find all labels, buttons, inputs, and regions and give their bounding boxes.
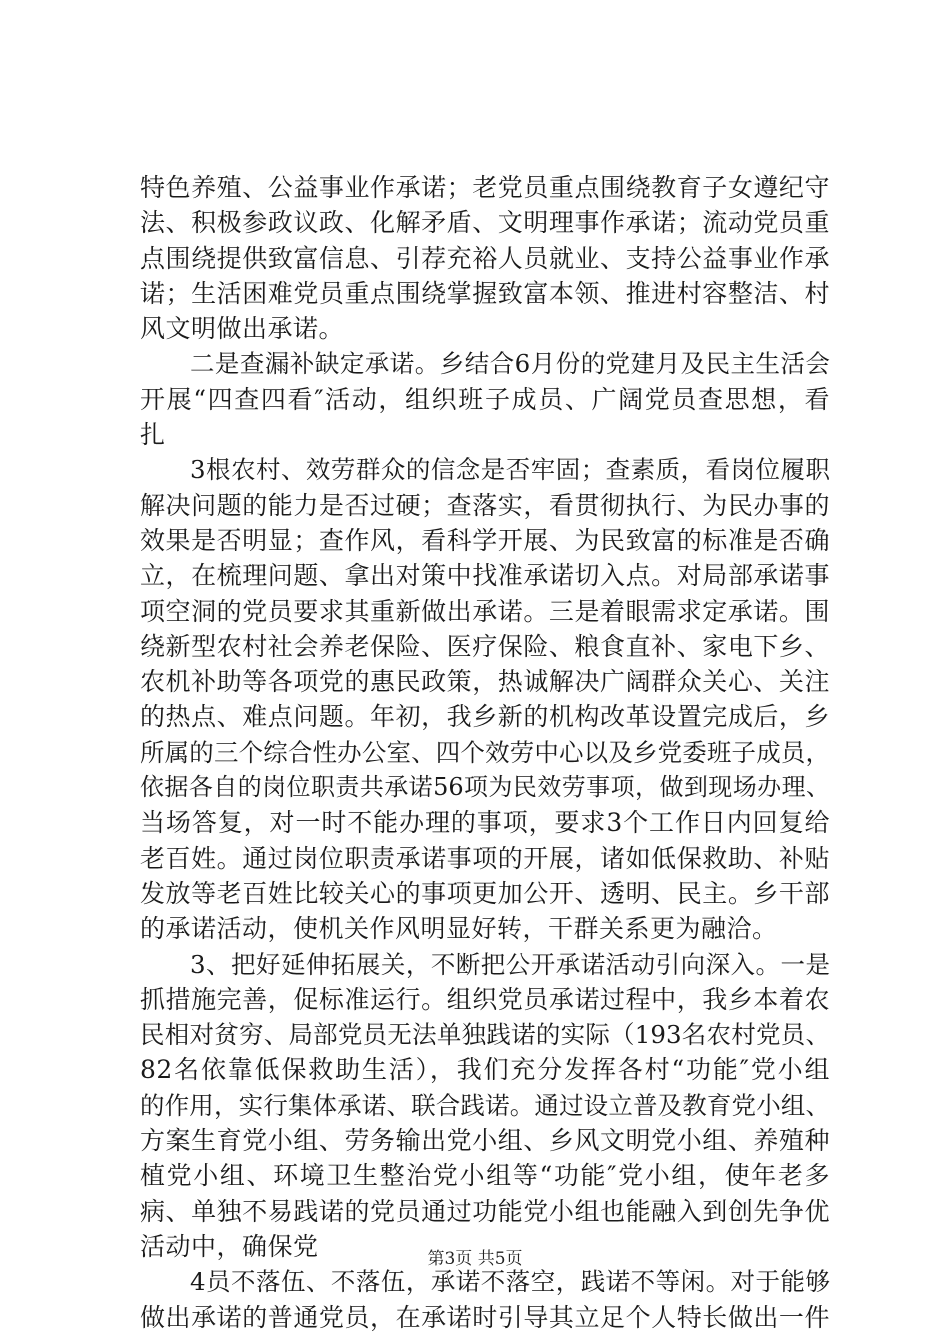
text-line: 诺；生活困难党员重点围绕掌握致富本领、推进村容整洁、村 [140, 278, 830, 308]
text-line: 3、把好延伸拓展关，不断把公开承诺活动引向深入。一是 [140, 949, 830, 979]
text-line: 二是查漏补缺定承诺。乡结合6月份的党建月及民主生活会 [140, 349, 830, 379]
text-line: 绕新型农村社会养老保险、医疗保险、粮食直补、家电下乡、 [140, 631, 830, 661]
text-line: 病、单独不易践诺的党员通过功能党小组也能融入到创先争优 [140, 1196, 830, 1226]
text-line: 解决问题的能力是否过硬；查落实，看贯彻执行、为民办事的 [140, 490, 830, 520]
text-line: 依据各自的岗位职责共承诺56项为民效劳事项，做到现场办理、 [140, 773, 830, 802]
document-body [140, 170, 830, 1335]
text-line: 的作用，实行集体承诺、联合践诺。通过设立普及教育党小组、 [140, 1090, 830, 1120]
text-line: 风文明做出承诺。 [140, 314, 345, 344]
text-line: 发放等老百姓比较关心的事项更加公开、透明、民主。乡干部 [140, 878, 830, 908]
text-line: 农机补助等各项党的惠民政策，热诚解决广阔群众关心、关注 [140, 667, 830, 697]
text-line: 民相对贫穷、局部党员无法单独践诺的实际（193名农村党员、 [140, 1020, 830, 1050]
text-line: 方案生育党小组、劳务输出党小组、乡风文明党小组、养殖种 [140, 1126, 830, 1156]
text-line: 抓措施完善，促标准运行。组织党员承诺过程中，我乡本着农 [140, 984, 830, 1014]
text-line: 植党小组、环境卫生整治党小组等“功能″党小组，使年老多 [140, 1161, 830, 1191]
text-line: 做出承诺的普通党员，在承诺时引导其立足个人特长做出一件 [140, 1302, 830, 1332]
text-line: 的承诺活动，使机关作风明显好转，干群关系更为融洽。 [140, 914, 778, 944]
text-line: 立，在梳理问题、拿出对策中找准承诺切入点。对局部承诺事 [140, 561, 830, 591]
text-line: 效果是否明显；查作风，看科学开展、为民致富的标准是否确 [140, 525, 830, 555]
text-line: 82名依靠低保救助生活），我们充分发挥各村“功能″党小组 [140, 1055, 830, 1085]
text-line: 活动中，确保党 [140, 1231, 319, 1261]
text-line: 3根农村、效劳群众的信念是否牢固；查素质，看岗位履职 [140, 455, 830, 485]
text-line: 特色养殖、公益事业作承诺；老党员重点围绕教育子女遵纪守 [140, 173, 830, 202]
text-line: 老百姓。通过岗位职责承诺事项的开展，诸如低保救助、补贴 [140, 843, 830, 873]
text-line: 的热点、难点问题。年初，我乡新的机构改革设置完成后，乡 [140, 702, 830, 732]
text-line: 开展“四查四看″活动，组织班子成员、广阔党员查思想，看 [140, 384, 830, 414]
text-line: 当场答复，对一时不能办理的事项，要求3个工作日内回复给 [140, 808, 830, 838]
page-footer: 第3页 共5页 [427, 1249, 523, 1269]
text-line: 点围绕提供致富信息、引荐充裕人员就业、支持公益事业作承 [140, 243, 830, 273]
text-line: 法、积极参政议政、化解矛盾、文明理事作承诺；流动党员重 [140, 208, 830, 238]
text-line: 所属的三个综合性办公室、四个效劳中心以及乡党委班子成员， [140, 737, 830, 767]
text-line: 扎 [140, 420, 166, 450]
text-line: 4员不落伍、不落伍，承诺不落空，践诺不等闲。对于能够 [140, 1267, 830, 1297]
text-line: 项空洞的党员要求其重新做出承诺。三是着眼需求定承诺。围 [140, 596, 830, 626]
